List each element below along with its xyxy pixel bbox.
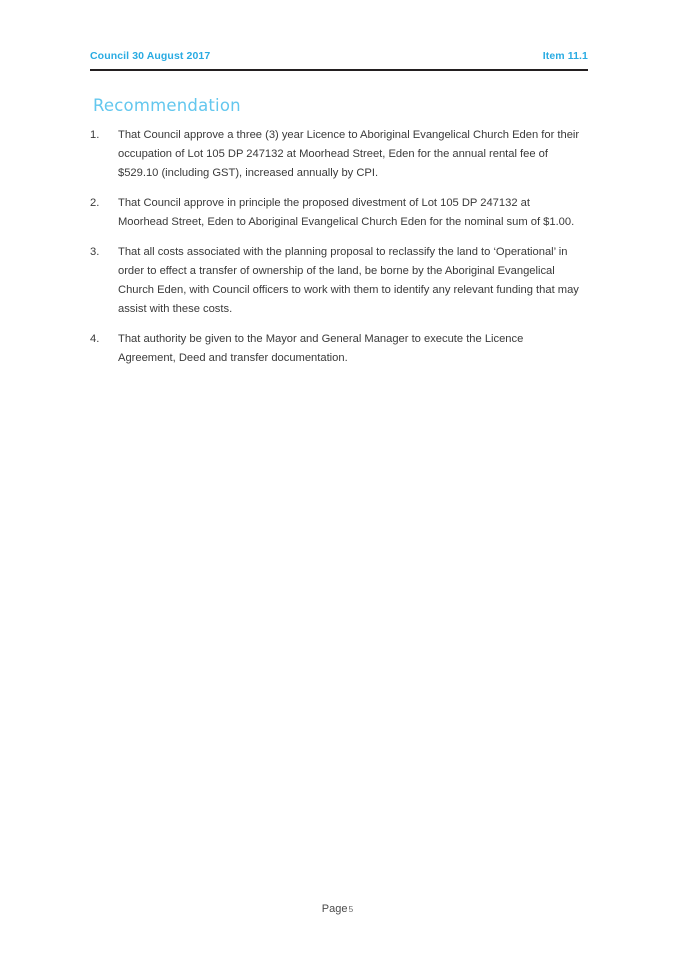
- list-item: [90, 194, 582, 232]
- header-item-number: Item 11.1: [542, 50, 588, 62]
- list-item-text: That Council approve a three (3) year Licence to Aboriginal Evangelical Church Eden for their occupation of Lot 105 DP 247132 at Moorhead Street, Eden for the annual rental fee of $529.10 (including GST), increased annually by CPI.: [118, 129, 580, 179]
- list-item: [90, 126, 582, 183]
- running-header: [90, 50, 588, 62]
- list-item-text: That Council approve in principle the proposed divestment of Lot 105 DP 247132 at Moorhead Street, Eden to Aboriginal Evangelical Church Eden for the nominal sum of $1.00.: [118, 197, 575, 228]
- list-item-text: That all costs associated with the planning proposal to reclassify the land to ‘Operational’ in order to effect a transfer of ownership of the land, be borne by the Aboriginal Evangelical Church Eden, with Council officers to work with them to identify any relevant funding that may assist with these costs.: [118, 246, 579, 315]
- list-item-text: That authority be given to the Mayor and General Manager to execute the Licence Agreement, Deed and transfer documentation.: [118, 333, 524, 364]
- page-title: Recommendation: [93, 96, 241, 115]
- list-item: [90, 243, 582, 319]
- footer-page-number: 5: [348, 904, 354, 914]
- page-footer: [0, 899, 675, 917]
- header-council-date: Council 30 August 2017: [90, 50, 211, 62]
- header-divider-rule: [90, 69, 588, 71]
- list-item-number: 1.: [90, 129, 100, 141]
- footer-page-label: Page: [321, 903, 348, 915]
- list-item-number: 2.: [90, 197, 100, 209]
- list-item-number: 3.: [90, 246, 100, 258]
- recommendation-list: [90, 126, 582, 368]
- list-item-number: 4.: [90, 333, 100, 345]
- list-item: [90, 330, 582, 368]
